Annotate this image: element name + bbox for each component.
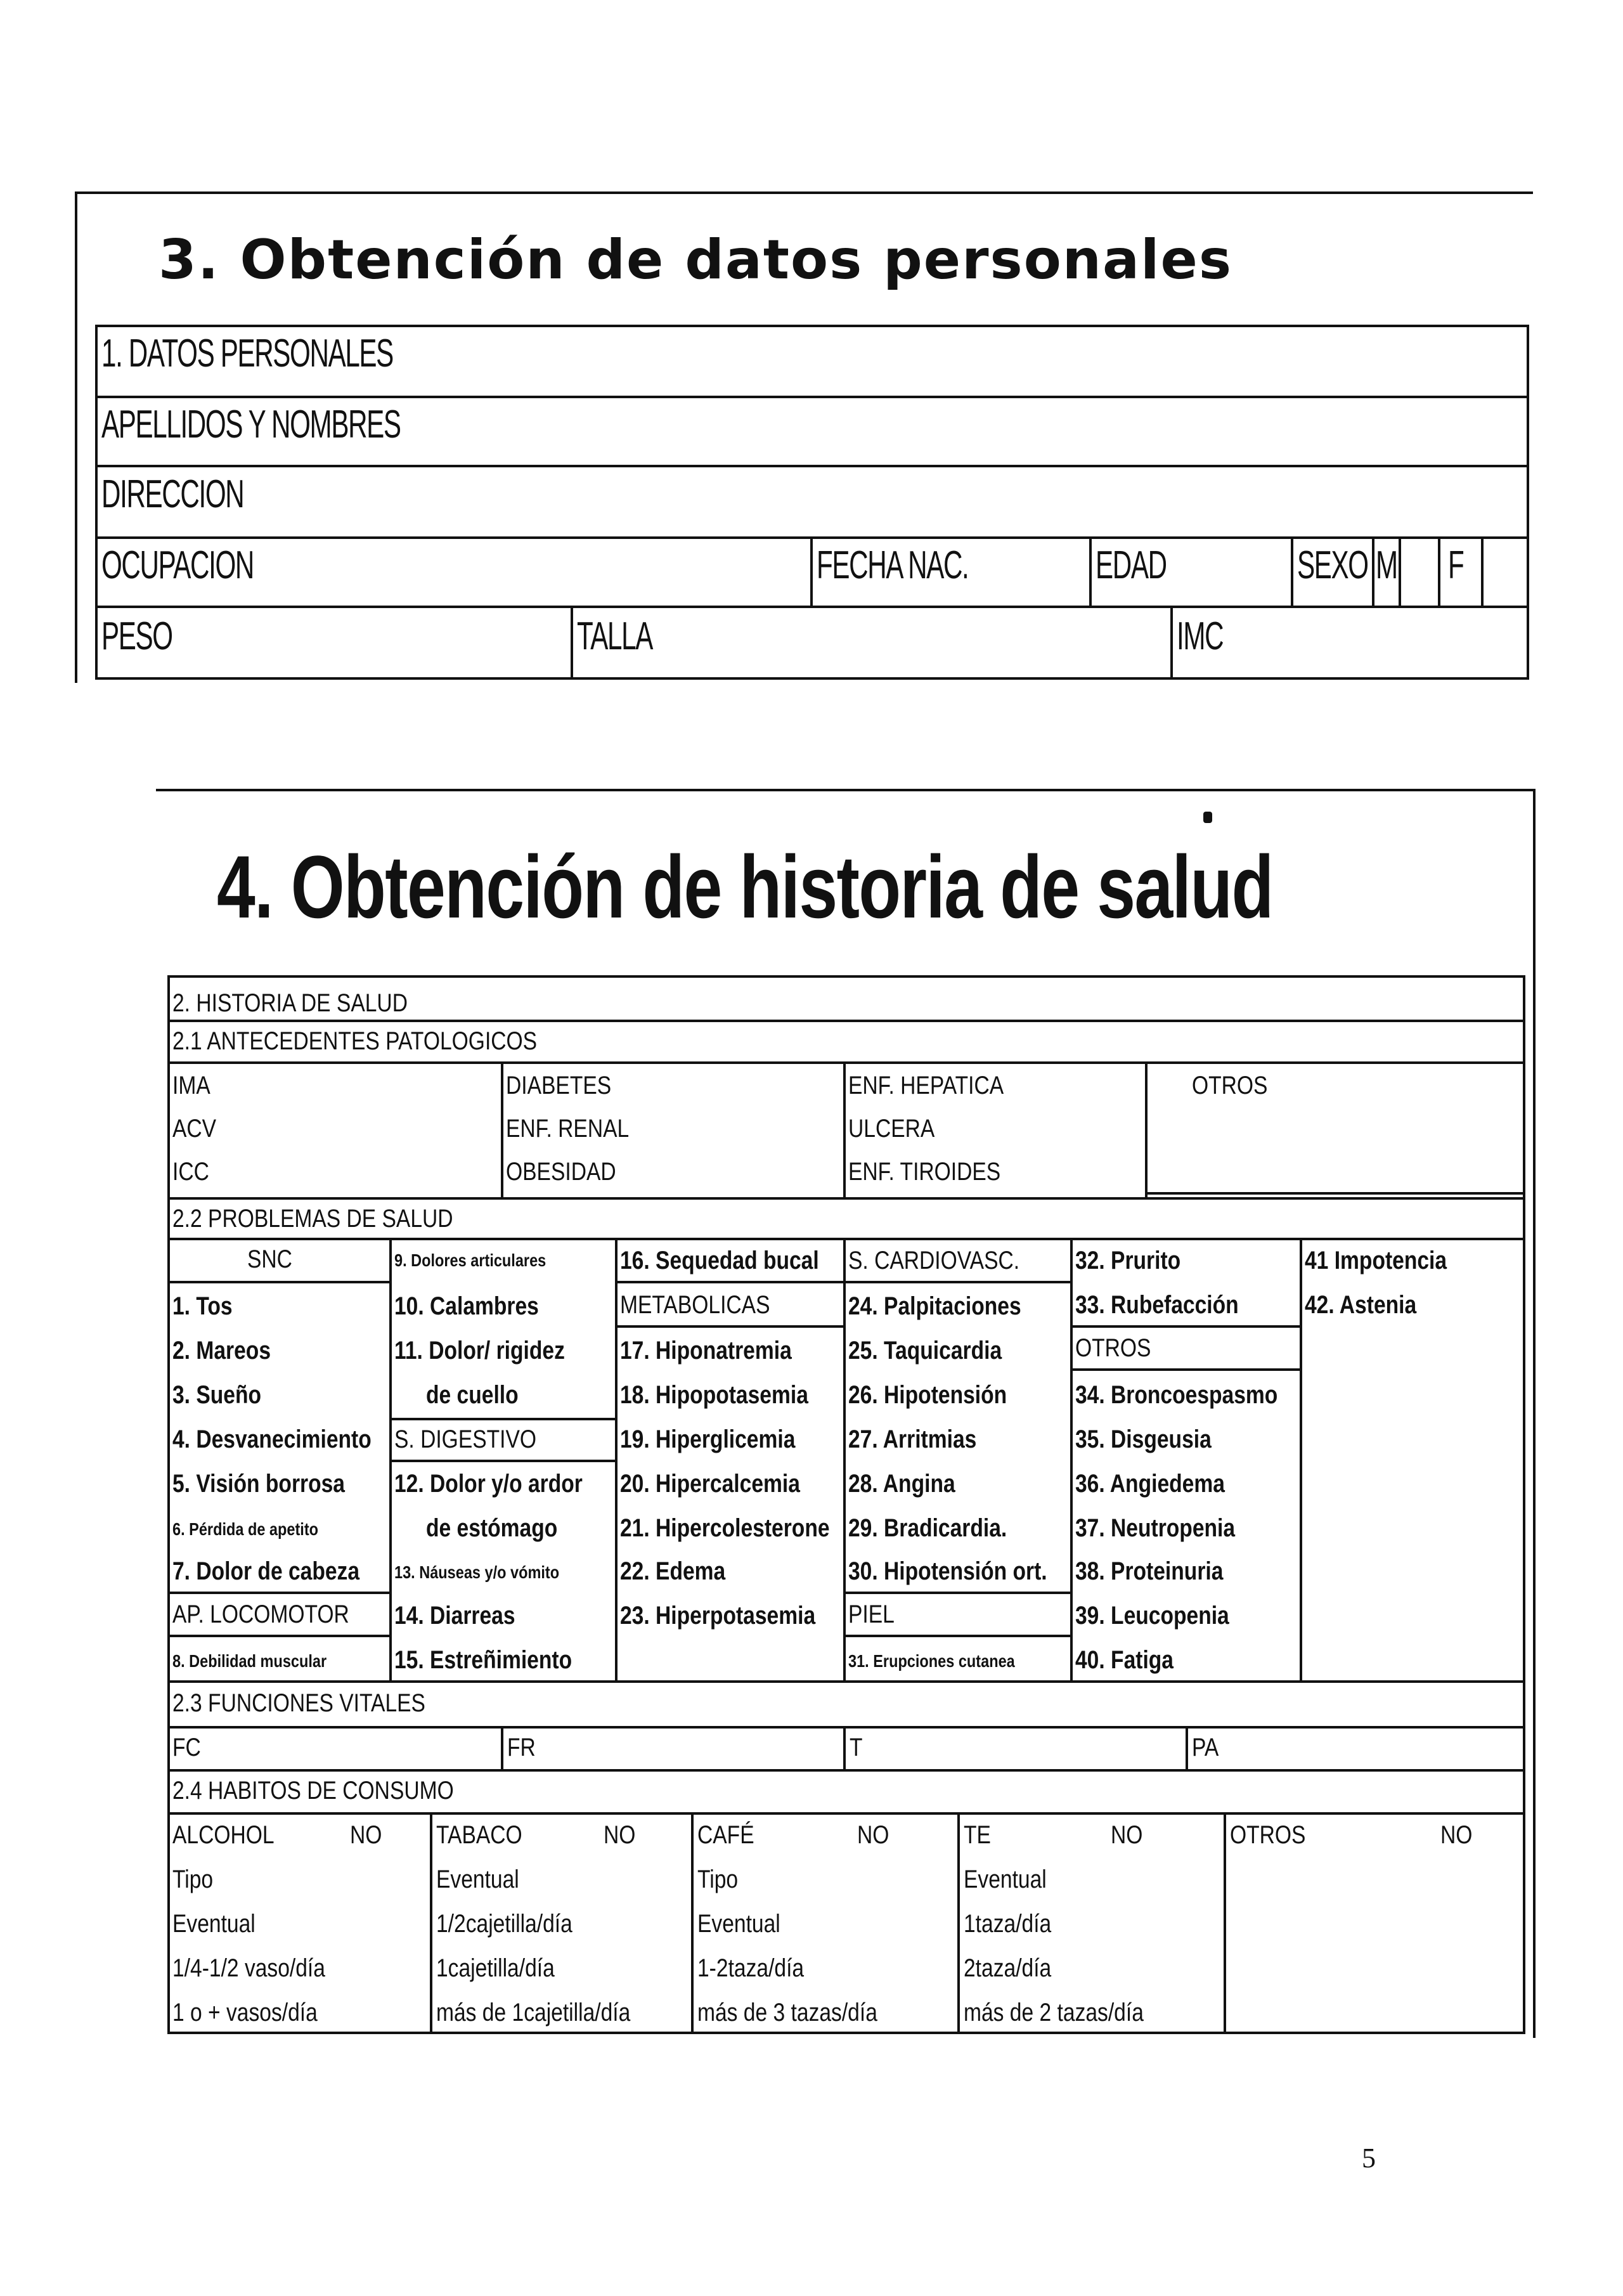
cafe-header: CAFÉ	[697, 1821, 754, 1849]
ant-ulcera: ULCERA	[848, 1115, 935, 1143]
cell-divider	[571, 606, 573, 680]
ant-enf-hepatica: ENF. HEPATICA	[848, 1072, 1004, 1099]
alcohol-item: Tipo	[172, 1865, 214, 1893]
snc-item-2: 2. Mareos	[172, 1337, 271, 1365]
cell-divider	[1438, 536, 1440, 607]
cell-divider	[1372, 536, 1374, 607]
otros-item-37: 37. Neutropenia	[1075, 1514, 1236, 1542]
health-history-table	[167, 975, 1525, 2034]
historia-label: 2. HISTORIA DE SALUD	[172, 989, 408, 1017]
scan-edge	[75, 191, 77, 683]
snc-item-5: 5. Visión borrosa	[172, 1470, 346, 1498]
page-number: 5	[1362, 2143, 1376, 2174]
cell-divider	[501, 1726, 503, 1769]
col-divider	[957, 1812, 960, 2034]
item-16: 16. Sequedad bucal	[620, 1247, 819, 1274]
otros-item-40: 40. Fatiga	[1075, 1646, 1174, 1674]
otros-hab-no: NO	[1440, 1821, 1473, 1849]
fecha-nac-label: FECHA NAC.	[817, 543, 969, 587]
metab-item-23: 23. Hiperpotasemia	[620, 1602, 816, 1630]
piel-item-31: 31. Erupciones cutanea	[848, 1651, 1015, 1671]
cardio-item-28: 28. Angina	[848, 1470, 955, 1498]
ap-locomotor-header: AP. LOCOMOTOR	[172, 1600, 349, 1628]
problemas-label: 2.2 PROBLEMAS DE SALUD	[172, 1205, 453, 1233]
ant-enf-tiroides: ENF. TIROIDES	[848, 1158, 1001, 1186]
scan-speck	[1203, 812, 1212, 823]
metab-item-17: 17. Hiponatremia	[620, 1337, 792, 1365]
metabolicas-top-line	[615, 1281, 843, 1283]
alcohol-no: NO	[350, 1821, 382, 1849]
cell-divider	[810, 536, 813, 607]
snc-item-6: 6. Pérdida de apetito	[172, 1519, 319, 1539]
metab-item-20: 20. Hipercalcemia	[620, 1470, 800, 1498]
tabaco-header: TABACO	[436, 1821, 522, 1849]
ant-acv: ACV	[172, 1115, 217, 1143]
cardio-item-30: 30. Hipotensión ort.	[848, 1557, 1047, 1585]
item-33: 33. Rubefacción	[1075, 1291, 1239, 1319]
piel-header: PIEL	[848, 1600, 895, 1628]
snc-header: SNC	[247, 1245, 292, 1273]
apellidos-label: APELLIDOS Y NOMBRES	[101, 403, 401, 446]
digestivo-item-12-cont: de estómago	[426, 1514, 558, 1542]
scan-edge-top	[75, 191, 1533, 194]
col-divider	[1070, 1238, 1073, 1680]
digestivo-bottom-line	[389, 1460, 615, 1462]
cell-divider	[1481, 536, 1484, 607]
cell-divider	[843, 1061, 846, 1197]
piel-bottom-line	[843, 1635, 1070, 1637]
te-item: 1taza/día	[964, 1910, 1052, 1938]
alcohol-item: Eventual	[172, 1910, 255, 1938]
cardio-item-27: 27. Arritmias	[848, 1425, 977, 1453]
imc-label: IMC	[1177, 614, 1224, 658]
otros-hab-header: OTROS	[1230, 1821, 1306, 1849]
cafe-no: NO	[857, 1821, 889, 1849]
item-41: 41 Impotencia	[1305, 1247, 1447, 1274]
funciones-label: 2.3 FUNCIONES VITALES	[172, 1689, 425, 1717]
metab-item-19: 19. Hiperglicemia	[620, 1425, 796, 1453]
col-divider	[843, 1238, 846, 1680]
alcohol-header: ALCOHOL	[172, 1821, 275, 1849]
section-3-title: 3. Obtención de datos personales	[158, 228, 1233, 292]
col-divider	[615, 1238, 618, 1680]
row-divider	[167, 1726, 1525, 1728]
ant-ima: IMA	[172, 1072, 210, 1099]
metab-item-22: 22. Edema	[620, 1557, 726, 1585]
otros-item-36: 36. Angiedema	[1075, 1470, 1225, 1498]
otros-item-39: 39. Leucopenia	[1075, 1602, 1229, 1630]
ant-otros: OTROS	[1192, 1072, 1268, 1099]
te-item: Eventual	[964, 1865, 1047, 1893]
cafe-item: más de 3 tazas/día	[697, 1999, 877, 2027]
cardio-item-26: 26. Hipotensión	[848, 1381, 1007, 1409]
snc-item-4: 4. Desvanecimiento	[172, 1425, 372, 1453]
cardio-item-24: 24. Palpitaciones	[848, 1292, 1021, 1320]
tabaco-item: 1/2cajetilla/día	[436, 1910, 572, 1938]
ocupacion-label: OCUPACION	[101, 543, 254, 587]
antecedentes-label: 2.1 ANTECEDENTES PATOLOGICOS	[172, 1027, 538, 1055]
row-divider	[167, 1020, 1525, 1022]
cardio-item-25: 25. Taquicardia	[848, 1337, 1002, 1365]
ant-icc: ICC	[172, 1158, 209, 1186]
row-divider	[167, 1812, 1525, 1815]
cell-divider	[1170, 606, 1173, 680]
otros-item-34: 34. Broncoespasmo	[1075, 1381, 1278, 1409]
vital-fr: FR	[507, 1734, 536, 1761]
row-divider	[95, 465, 1529, 467]
scan-edge-right	[1533, 789, 1536, 2038]
cell-divider	[1145, 1061, 1148, 1197]
ant-enf-renal: ENF. RENAL	[506, 1115, 630, 1143]
row-divider	[1145, 1192, 1525, 1195]
personal-data-table	[95, 325, 1529, 680]
talla-label: TALLA	[577, 614, 652, 658]
otros-top-line	[1070, 1325, 1300, 1328]
row-divider	[167, 1680, 1525, 1683]
locomotor-item-8: 8. Debilidad muscular	[172, 1651, 327, 1671]
otros-bottom-line	[1070, 1368, 1300, 1371]
digestivo-item-15: 15. Estreñimiento	[394, 1646, 572, 1674]
row-divider	[167, 1769, 1525, 1772]
cell-divider	[1399, 536, 1401, 607]
te-no: NO	[1111, 1821, 1143, 1849]
metabolicas-header: METABOLICAS	[620, 1291, 770, 1319]
col-divider	[430, 1812, 432, 2034]
section-4-title: 4. Obtención de historia de salud	[217, 837, 1273, 937]
metab-item-21: 21. Hipercolesterone	[620, 1514, 830, 1542]
vital-fc: FC	[172, 1734, 201, 1761]
digestivo-item-13: 13. Náuseas y/o vómito	[394, 1562, 560, 1582]
direccion-label: DIRECCION	[101, 472, 244, 516]
tabaco-item: Eventual	[436, 1865, 519, 1893]
alcohol-item: 1/4-1/2 vaso/día	[172, 1954, 325, 1982]
metabolicas-bottom-line	[615, 1325, 843, 1328]
tabaco-item: 1cajetilla/día	[436, 1954, 555, 1982]
habitos-label: 2.4 HABITOS DE CONSUMO	[172, 1777, 454, 1805]
snc-header-line	[167, 1281, 389, 1283]
sexo-m-label: M	[1376, 543, 1397, 587]
row-divider	[95, 396, 1529, 398]
cell-divider	[1291, 536, 1293, 607]
row-divider	[167, 1061, 1525, 1064]
edad-label: EDAD	[1096, 543, 1167, 587]
datos-personales-label: 1. DATOS PERSONALES	[101, 332, 393, 375]
cell-divider	[1186, 1726, 1188, 1769]
vital-t: T	[850, 1734, 863, 1761]
piel-top-line	[843, 1592, 1070, 1594]
ant-diabetes: DIABETES	[506, 1072, 612, 1099]
digestivo-top-line	[389, 1418, 615, 1420]
metab-item-18: 18. Hipopotasemia	[620, 1381, 808, 1409]
col-divider	[1300, 1238, 1302, 1680]
snc-item-3: 3. Sueño	[172, 1381, 262, 1409]
vital-pa: PA	[1192, 1734, 1219, 1761]
row-divider	[167, 1197, 1525, 1200]
digestivo-header: S. DIGESTIVO	[394, 1425, 537, 1453]
cardio-bottom-line	[843, 1281, 1070, 1283]
item-42: 42. Astenia	[1305, 1291, 1417, 1319]
row-divider	[167, 1238, 1525, 1240]
otros-item-35: 35. Disgeusia	[1075, 1425, 1212, 1453]
digestivo-item-12: 12. Dolor y/o ardor	[394, 1470, 583, 1498]
item-10: 10. Calambres	[394, 1292, 539, 1320]
cafe-item: Eventual	[697, 1910, 780, 1938]
scan-edge-top	[156, 789, 1536, 791]
te-header: TE	[964, 1821, 991, 1849]
te-item: más de 2 tazas/día	[964, 1999, 1144, 2027]
digestivo-item-14: 14. Diarreas	[394, 1602, 515, 1630]
locomotor-top-line	[167, 1592, 389, 1594]
cell-divider	[843, 1726, 846, 1769]
cardio-header: S. CARDIOVASC.	[848, 1247, 1020, 1274]
cafe-item: Tipo	[697, 1865, 739, 1893]
item-11-cont: de cuello	[426, 1381, 519, 1409]
te-item: 2taza/día	[964, 1954, 1052, 1982]
otros-header: OTROS	[1075, 1334, 1151, 1362]
cell-divider	[501, 1061, 503, 1197]
locomotor-bottom-line	[167, 1635, 389, 1637]
peso-label: PESO	[101, 614, 172, 658]
tabaco-item: más de 1cajetilla/día	[436, 1999, 631, 2027]
item-32: 32. Prurito	[1075, 1247, 1181, 1274]
col-divider	[389, 1238, 392, 1680]
cell-divider	[1089, 536, 1092, 607]
otros-item-38: 38. Proteinuria	[1075, 1557, 1224, 1585]
snc-item-1: 1. Tos	[172, 1292, 233, 1320]
cafe-item: 1-2taza/día	[697, 1954, 805, 1982]
item-9: 9. Dolores articulares	[394, 1250, 546, 1270]
snc-item-7: 7. Dolor de cabeza	[172, 1557, 360, 1585]
col-divider	[1224, 1812, 1226, 2034]
col-divider	[691, 1812, 694, 2034]
sexo-label: SEXO	[1297, 543, 1368, 587]
sexo-f-label: F	[1448, 543, 1464, 587]
ant-obesidad: OBESIDAD	[506, 1158, 616, 1186]
tabaco-no: NO	[604, 1821, 636, 1849]
cardio-item-29: 29. Bradicardia.	[848, 1514, 1007, 1542]
item-11: 11. Dolor/ rigidez	[394, 1337, 565, 1365]
alcohol-item: 1 o + vasos/día	[172, 1999, 318, 2027]
